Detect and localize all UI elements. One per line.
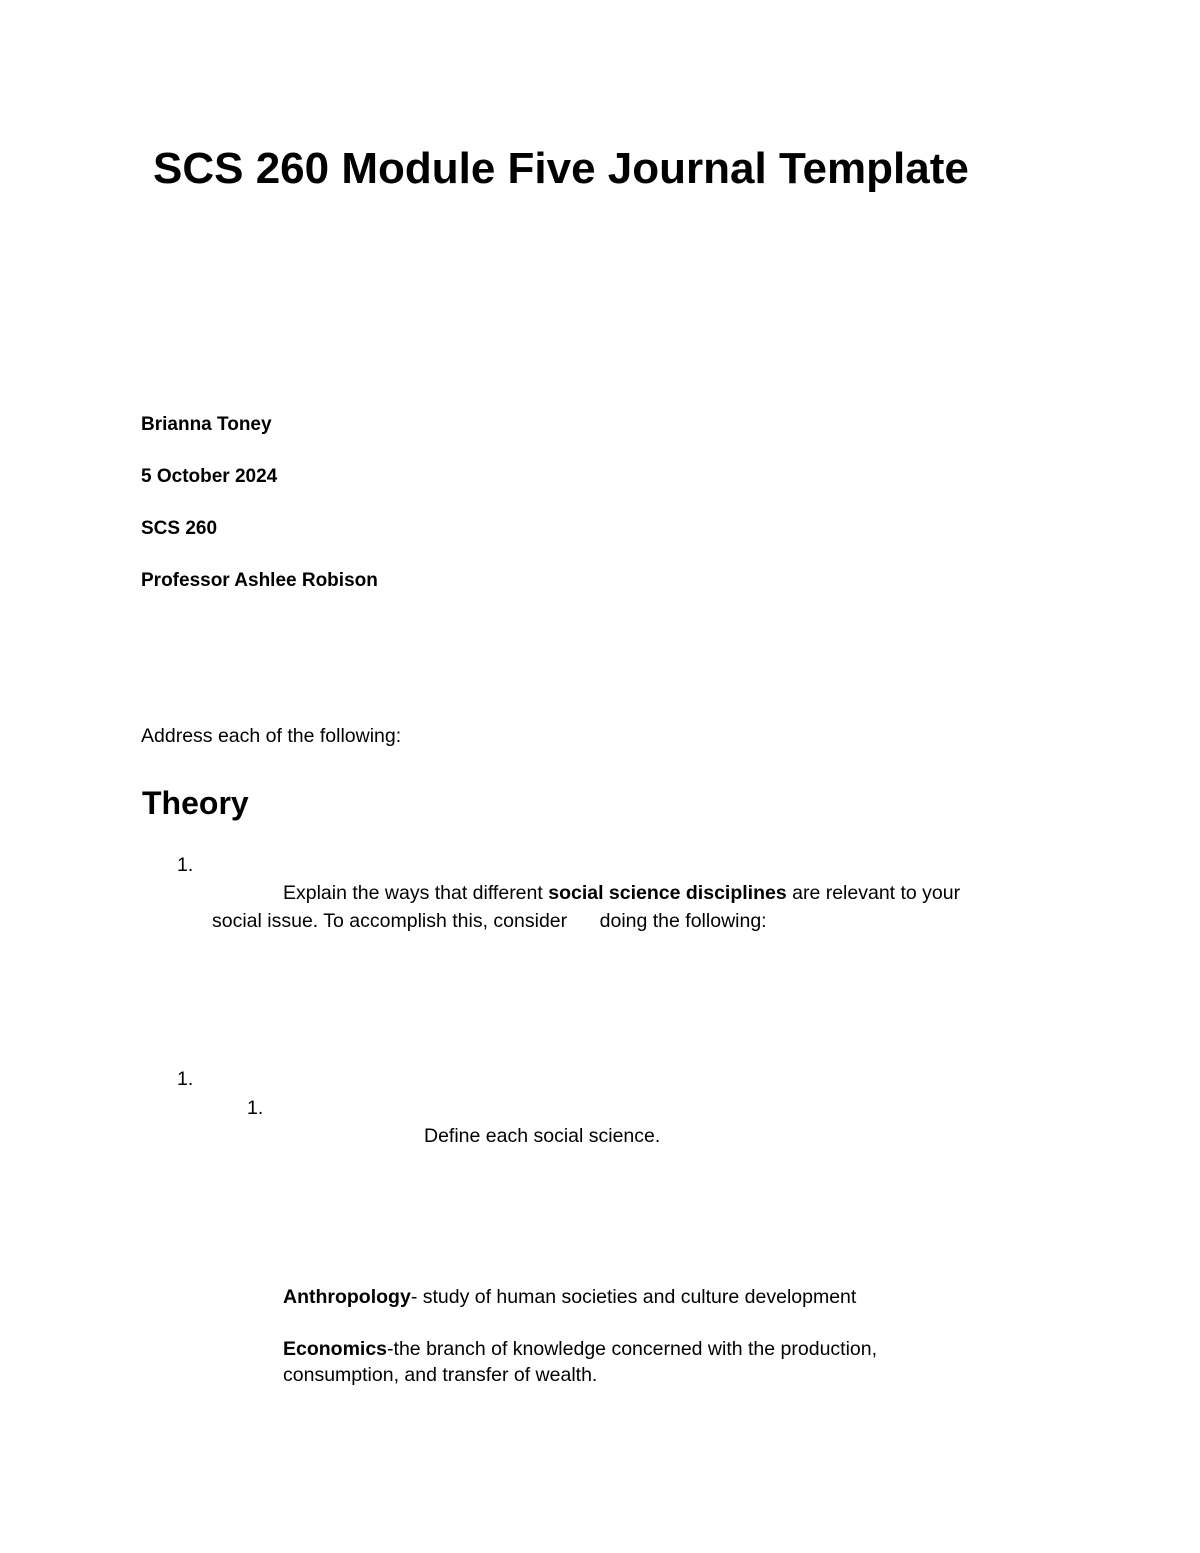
section-heading-theory: Theory [142, 785, 249, 821]
author-name: Brianna Toney [141, 414, 272, 435]
definition-continuation: consumption, and transfer of wealth. [283, 1364, 598, 1386]
professor-name: Professor Ashlee Robison [141, 570, 378, 591]
document-date: 5 October 2024 [141, 466, 278, 487]
definition-text: -the branch of knowledge concerned with the production, [387, 1338, 878, 1360]
list-number: 1. [177, 1068, 194, 1090]
list-item-bold-term: social science disciplines [548, 882, 787, 904]
definition-term: Economics [283, 1338, 388, 1360]
definition-text: - study of human societies and culture development [410, 1286, 857, 1308]
definition-anthropology [283, 1284, 856, 1310]
definition-economics [283, 1336, 877, 1362]
intro-text: Address each of the following: [141, 725, 402, 747]
list-item-text-before: Explain the ways that different [283, 882, 549, 904]
document-title: SCS 260 Module Five Journal Template [153, 144, 969, 193]
list-item-text-after: are relevant to your [786, 882, 961, 904]
sub-list-number: 1. [247, 1097, 264, 1119]
list-item-text [283, 880, 960, 906]
list-item-continuation: social issue. To accomplish this, consider doing the following: [212, 910, 767, 932]
sub-list-item-text: Define each social science. [424, 1125, 661, 1147]
list-number: 1. [177, 854, 194, 876]
definition-term: Anthropology [283, 1286, 411, 1308]
course-code: SCS 260 [141, 518, 218, 539]
